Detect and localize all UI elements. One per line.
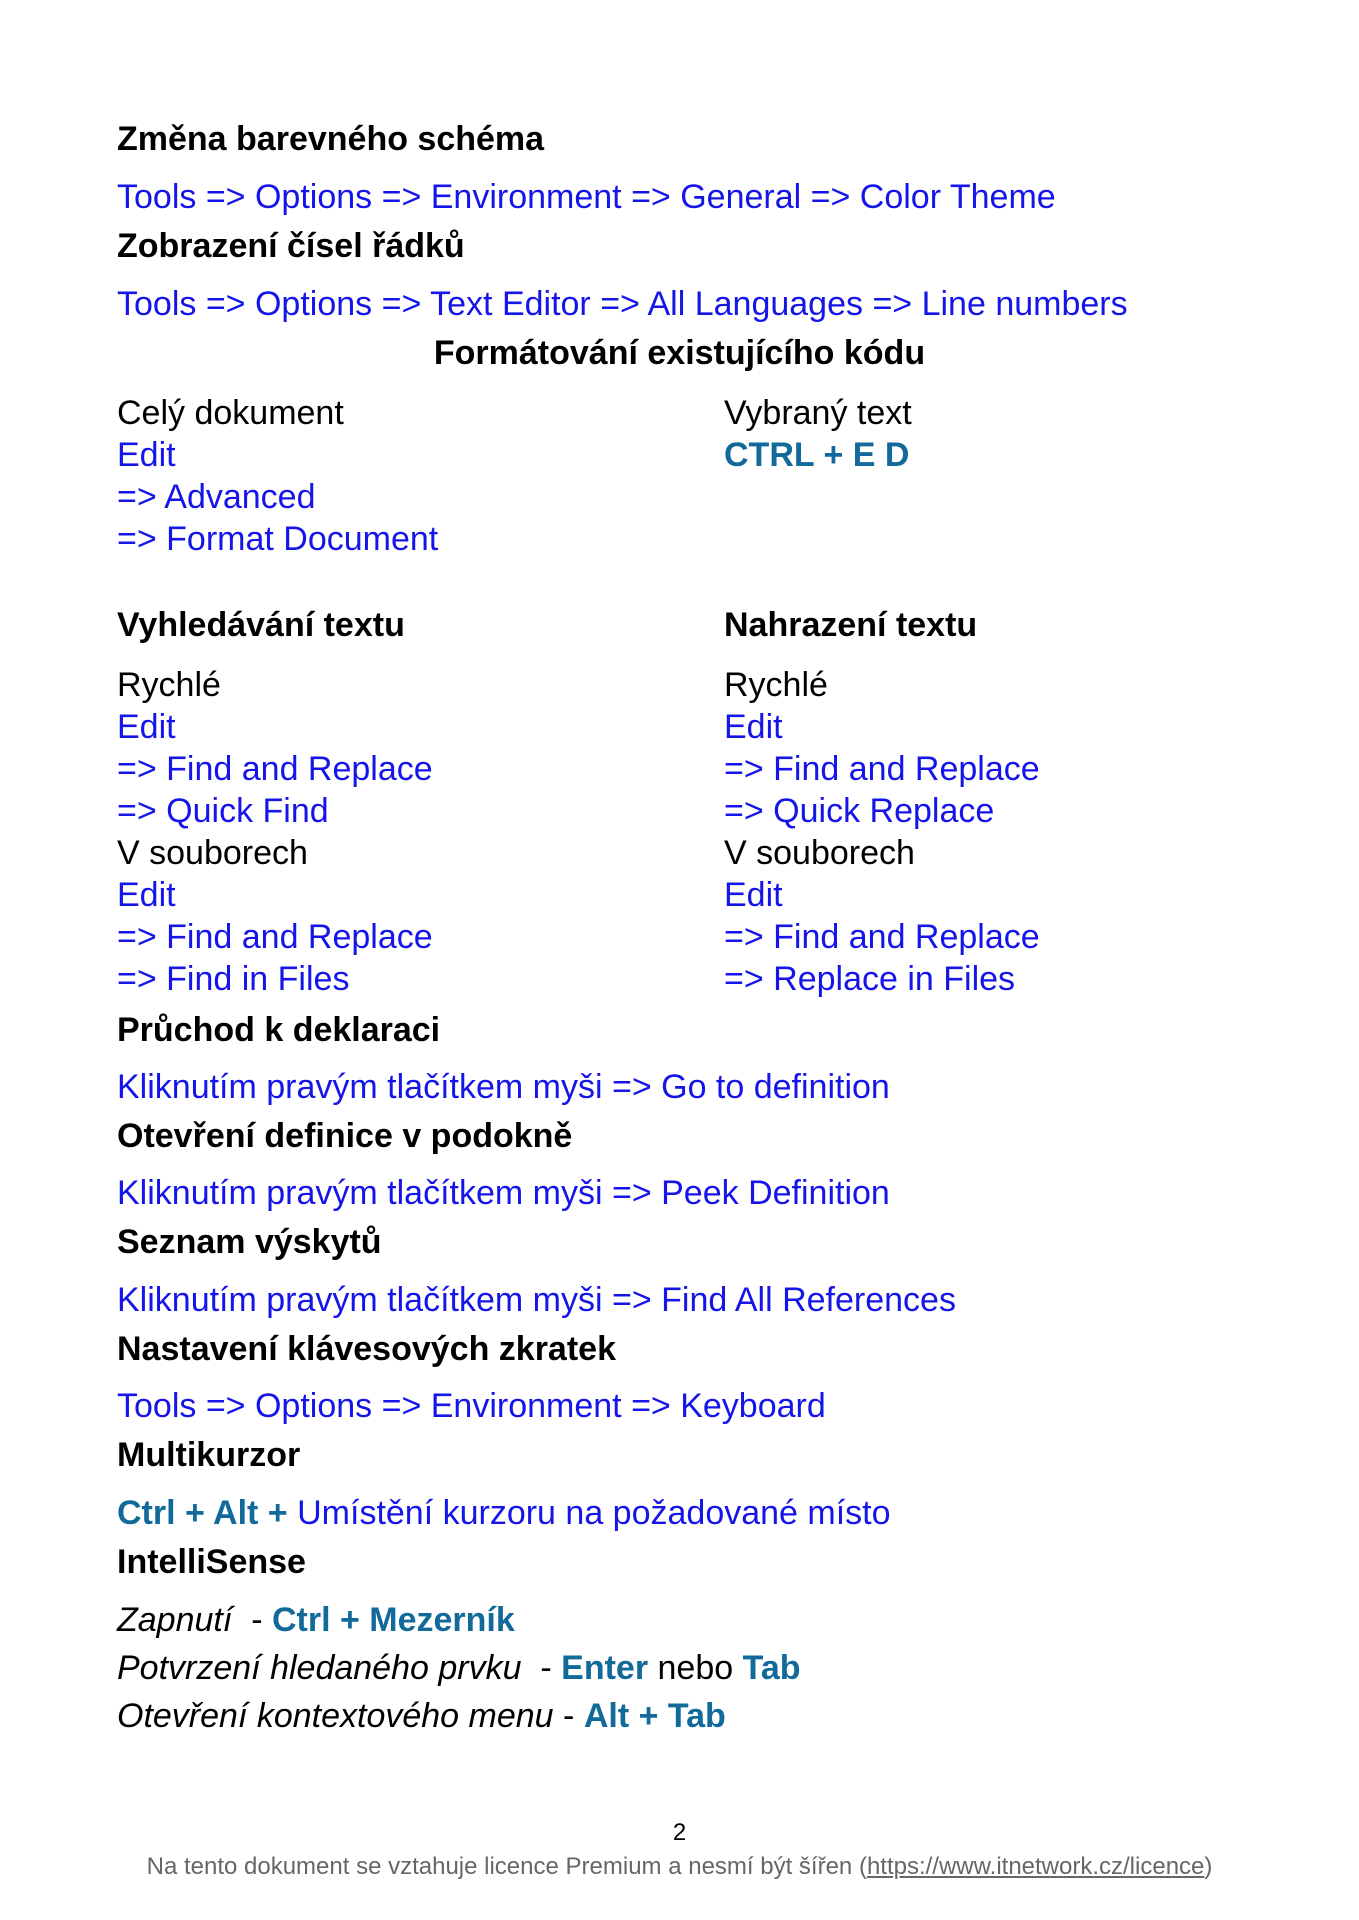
intellisense-row — [117, 1599, 515, 1641]
search-path-line: => Find and Replace — [117, 750, 433, 788]
formatting-path-line: Edit — [117, 436, 176, 474]
intellisense-label: Otevření kontextového menu — [117, 1697, 554, 1735]
separator: - — [553, 1697, 584, 1735]
replace-path-line: => Find and Replace — [724, 750, 1040, 788]
search-path-line: => Find and Replace — [117, 918, 433, 956]
license-end: ) — [1204, 1853, 1213, 1880]
heading-keyboard-shortcuts: Nastavení klávesových zkratek — [117, 1330, 616, 1368]
label-in-files: V souborech — [117, 834, 308, 872]
search-column — [117, 664, 433, 1000]
shortcut-format-selection: CTRL + E D — [724, 436, 910, 474]
replace-path-line: => Replace in Files — [724, 960, 1016, 998]
shortcut-key: Enter — [561, 1649, 649, 1687]
path-color-theme: Tools => Options => Environment => General => Color Theme — [117, 178, 1056, 216]
shortcut-key: Tab — [742, 1649, 801, 1687]
heading-goto-declaration: Průchod k deklaraci — [117, 1011, 441, 1049]
heading-formatting: Formátování existujícího kódu — [433, 334, 926, 372]
replace-path-line: Edit — [724, 708, 783, 746]
replace-column — [724, 664, 1040, 1000]
separator: - — [232, 1601, 272, 1639]
multicursor-keys: Ctrl + Alt + — [117, 1494, 288, 1532]
formatting-path-line: => Advanced — [117, 478, 316, 516]
connector-text: nebo — [648, 1649, 743, 1687]
search-path-line: => Quick Find — [117, 792, 329, 830]
intellisense-row — [117, 1695, 726, 1737]
heading-replace: Nahrazení textu — [724, 606, 978, 644]
intellisense-label: Potvrzení hledaného prvku — [117, 1649, 522, 1687]
intellisense-label: Zapnutí — [117, 1601, 233, 1639]
search-path-line: => Find in Files — [117, 960, 350, 998]
label-whole-document: Celý dokument — [117, 394, 344, 432]
replace-path-line: => Find and Replace — [724, 918, 1040, 956]
heading-color-theme: Změna barevného schéma — [117, 120, 545, 158]
search-path-line: Edit — [117, 708, 176, 746]
multicursor-line — [117, 1492, 891, 1534]
label-in-files: V souborech — [724, 834, 915, 872]
path-references: Kliknutím pravým tlačítkem myši => Find All References — [117, 1281, 956, 1319]
heading-line-numbers: Zobrazení čísel řádků — [117, 227, 465, 265]
heading-peek-definition: Otevření definice v podokně — [117, 1117, 573, 1155]
formatting-path-line: => Format Document — [117, 520, 439, 558]
label-selected-text: Vybraný text — [724, 394, 912, 432]
replace-path-line: => Quick Replace — [724, 792, 995, 830]
heading-multicursor: Multikurzor — [117, 1436, 301, 1474]
replace-path-line: Edit — [724, 876, 783, 914]
heading-search: Vyhledávání textu — [117, 606, 405, 644]
path-peek-definition: Kliknutím pravým tlačítkem myši => Peek Definition — [117, 1174, 890, 1212]
multicursor-text: Umístění kurzoru na požadované místo — [287, 1494, 891, 1532]
path-keyboard-shortcuts: Tools => Options => Environment => Keyboard — [117, 1387, 826, 1425]
formatting-right-column — [724, 392, 912, 476]
path-line-numbers: Tools => Options => Text Editor => All Languages => Line numbers — [117, 285, 1128, 323]
heading-intellisense: IntelliSense — [117, 1543, 306, 1581]
path-goto-declaration: Kliknutím pravým tlačítkem myši => Go to definition — [117, 1068, 890, 1106]
license-footer — [0, 1852, 1359, 1882]
label-quick: Rychlé — [117, 666, 221, 704]
shortcut-key: Ctrl + Mezerník — [271, 1601, 515, 1639]
license-link[interactable]: https://www.itnetwork.cz/licence — [866, 1853, 1205, 1880]
search-path-line: Edit — [117, 876, 176, 914]
license-text: Na tento dokument se vztahuje licence Premium a nesmí být šířen ( — [146, 1853, 867, 1880]
page-number: 2 — [672, 1819, 687, 1846]
heading-references: Seznam výskytů — [117, 1223, 382, 1261]
formatting-left-column — [117, 392, 438, 560]
label-quick: Rychlé — [724, 666, 828, 704]
intellisense-row — [117, 1647, 801, 1689]
shortcut-key: Alt + Tab — [583, 1697, 726, 1735]
separator: - — [521, 1649, 562, 1687]
